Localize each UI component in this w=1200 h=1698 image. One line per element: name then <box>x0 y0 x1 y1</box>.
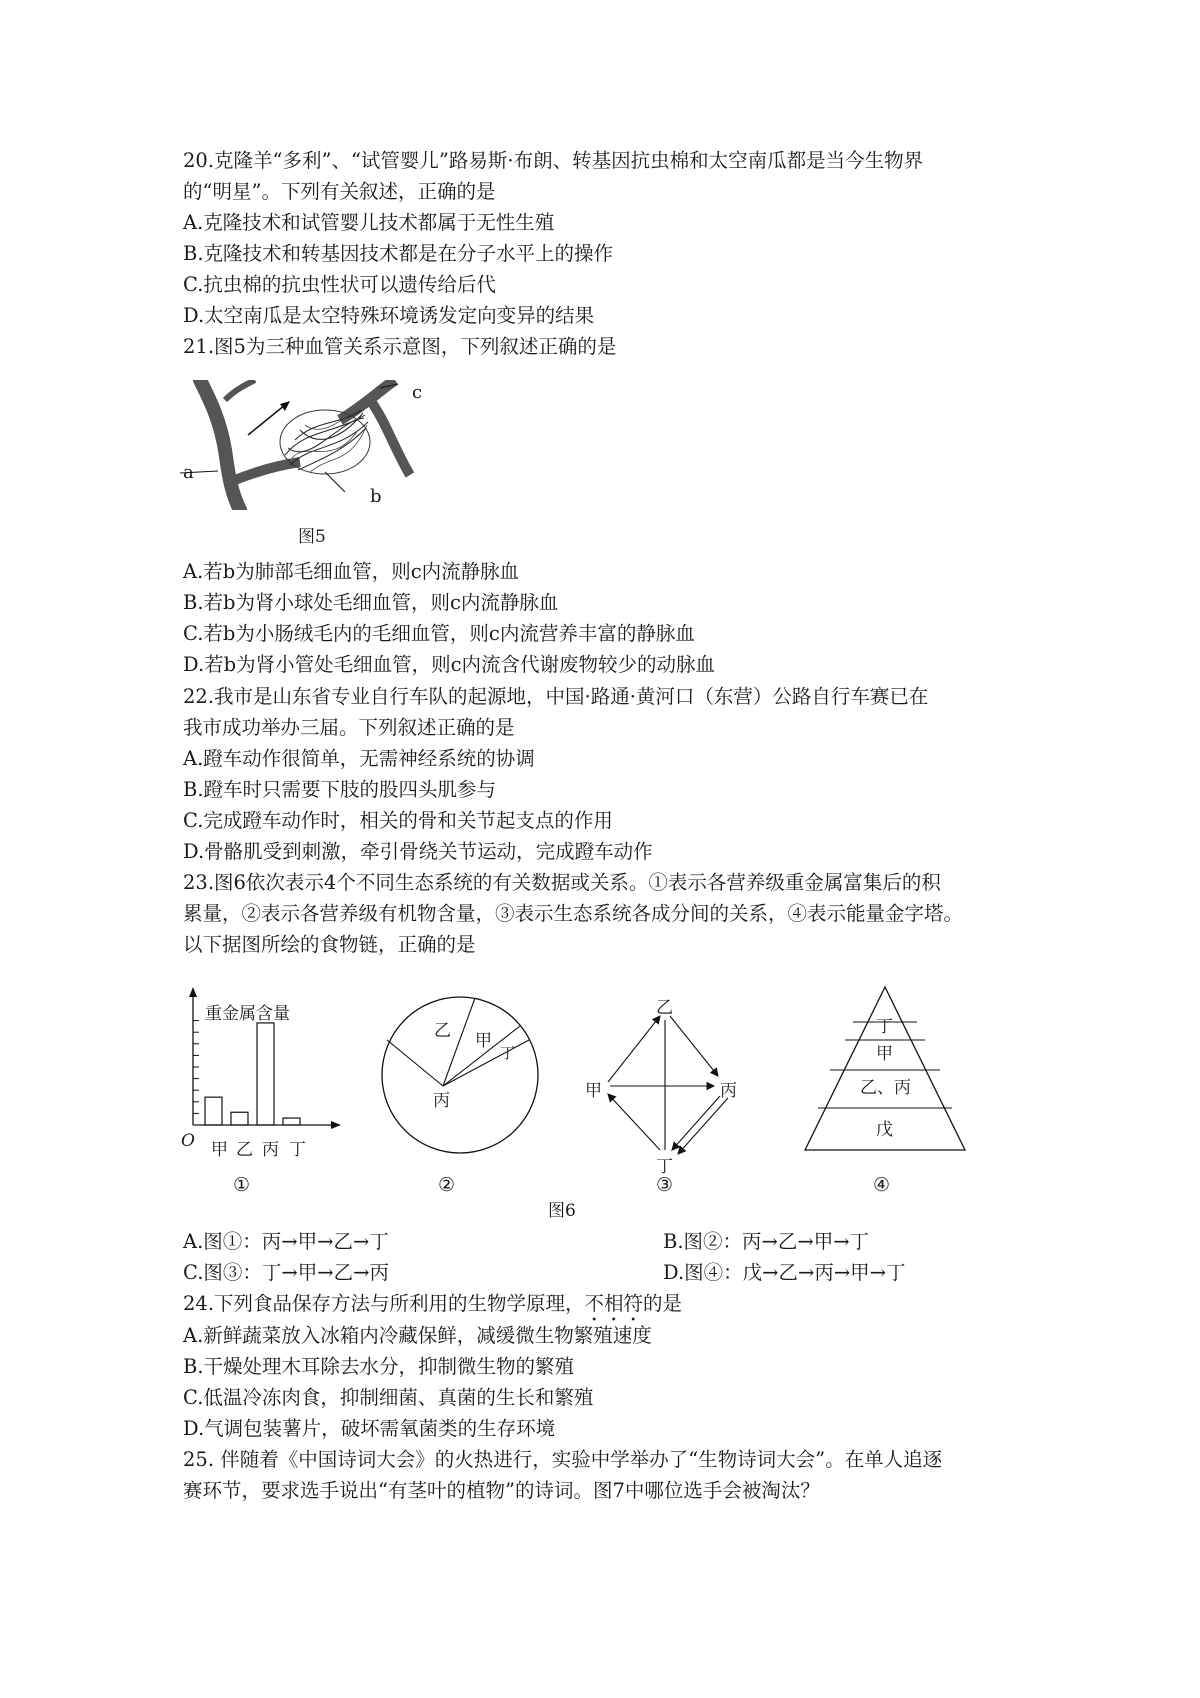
fig4-marker: ④ <box>873 1174 891 1196</box>
q21-figure-caption: 图5 <box>298 527 326 547</box>
q20-stem-line1: 20.克隆羊“多利”、“试管婴儿”路易斯·布朗、转基因抗虫棉和太空南瓜都是当今生物界 <box>183 149 924 172</box>
bar <box>257 1023 274 1125</box>
fig2-label-bing: 丙 <box>433 1091 450 1111</box>
q21-label-a: a <box>183 462 194 483</box>
q21-option-a: A.若b为肺部毛细血管，则c内流静脉血 <box>183 560 520 583</box>
q20-option-d: D.太空南瓜是太空特殊环境诱发定向变异的结果 <box>183 304 595 327</box>
q21-label-b: b <box>370 486 382 507</box>
q23-option-a: A.图①：丙→甲→乙→丁 <box>183 1230 389 1253</box>
q21-option-d: D.若b为肾小管处毛细血管，则c内流含代谢废物较少的动脉血 <box>183 653 716 676</box>
bar <box>205 1097 222 1125</box>
q22-option-c: C.完成蹬车动作时，相关的骨和关节起支点的作用 <box>183 809 613 832</box>
fig4-level-wu: 戊 <box>876 1120 893 1140</box>
fig1-ylabel: 重金属含量 <box>205 1004 290 1024</box>
q24-stem-emphasis: 不相符 <box>584 1292 644 1315</box>
fig1-origin: O <box>181 1131 195 1151</box>
bar <box>231 1112 248 1125</box>
organic-matter-pie <box>375 990 545 1160</box>
q22-option-d: D.骨骼肌受到刺激，牵引骨绕关节运动，完成蹬车动作 <box>183 840 653 863</box>
blood-vessel-figure <box>180 380 440 510</box>
q20-option-a: A.克隆技术和试管婴儿技术都属于无性生殖 <box>183 211 555 234</box>
fig1-marker: ① <box>233 1174 251 1196</box>
fig1-category-label: 丁 <box>289 1140 306 1160</box>
q23-stem-line2: 累量，②表示各营养级有机物含量，③表示生态系统各成分间的关系，④表示能量金字塔。 <box>183 902 964 925</box>
fig2-label-jia: 甲 <box>475 1031 492 1051</box>
q25-stem-line1: 25. 伴随着《中国诗词大会》的火热进行，实验中学举办了“生物诗词大会”。在单人追逐 <box>183 1448 943 1471</box>
fig1-category-label: 乙 <box>236 1140 253 1160</box>
q24-option-a: A.新鲜蔬菜放入冰箱内冷藏保鲜，减缓微生物繁殖速度 <box>183 1324 652 1347</box>
q22-option-a: A.蹬车动作很简单，无需神经系统的协调 <box>183 747 535 770</box>
q23-option-b: B.图②：丙→乙→甲→丁 <box>663 1230 870 1253</box>
q23-stem-line1: 23.图6依次表示4个不同生态系统的有关数据或关系。①表示各营养级重金属富集后的积 <box>183 871 941 894</box>
q22-stem-line1: 22.我市是山东省专业自行车队的起源地，中国·路通·黄河口（东营）公路自行车赛已在 <box>183 685 929 708</box>
fig3-node-yi: 乙 <box>656 998 673 1018</box>
q21-option-b: B.若b为肾小球处毛细血管，则c内流静脉血 <box>183 591 559 614</box>
fig1-category-label: 甲 <box>211 1140 228 1160</box>
fig4-level-ding: 丁 <box>876 1017 893 1037</box>
fig1-category-label: 丙 <box>262 1140 279 1160</box>
q21-label-c: c <box>412 382 423 403</box>
q22-stem-line2: 我市成功举办三届。下列叙述正确的是 <box>183 716 515 739</box>
q23-option-c: C.图③：丁→甲→乙→丙 <box>183 1261 389 1284</box>
fig3-node-jia: 甲 <box>585 1081 602 1101</box>
q23-option-d: D.图④：戊→乙→丙→甲→丁 <box>663 1261 906 1284</box>
q20-option-b: B.克隆技术和转基因技术都是在分子水平上的操作 <box>183 242 614 265</box>
fig3-marker: ③ <box>656 1174 674 1196</box>
q24-option-c: C.低温冷冻肉食，抑制细菌、真菌的生长和繁殖 <box>183 1386 594 1409</box>
q24-stem-pre: 24.下列食品保存方法与所利用的生物学原理， <box>183 1292 585 1315</box>
q20-stem-line2: 的“明星”。下列有关叙述，正确的是 <box>183 180 496 203</box>
fig3-node-bing: 丙 <box>720 1081 737 1101</box>
fig6-caption: 图6 <box>548 1201 576 1221</box>
q21-option-c: C.若b为小肠绒毛内的毛细血管，则c内流营养丰富的静脉血 <box>183 622 695 645</box>
q22-option-b: B.蹬车时只需要下肢的股四头肌参与 <box>183 778 497 801</box>
fig4-level-yi-bing: 乙、丙 <box>860 1078 911 1098</box>
q21-stem: 21.图5为三种血管关系示意图，下列叙述正确的是 <box>183 335 617 358</box>
fig4-level-jia: 甲 <box>876 1044 893 1064</box>
bar <box>283 1118 300 1125</box>
q24-option-b: B.干燥处理木耳除去水分，抑制微生物的繁殖 <box>183 1355 575 1378</box>
fig2-label-ding: 丁 <box>500 1044 516 1062</box>
q23-stem-line3: 以下据图所绘的食物链，正确的是 <box>183 933 476 956</box>
q24-option-d: D.气调包装薯片，破坏需氧菌类的生存环境 <box>183 1417 556 1440</box>
fig3-node-ding: 丁 <box>656 1157 673 1177</box>
q25-stem-line2: 赛环节，要求选手说出“有茎叶的植物”的诗词。图7中哪位选手会被淘汰？ <box>183 1479 820 1502</box>
fig2-label-yi: 乙 <box>434 1021 451 1041</box>
q24-stem-post: 的是 <box>643 1292 683 1315</box>
q20-option-c: C.抗虫棉的抗虫性状可以遗传给后代 <box>183 273 496 296</box>
fig2-marker: ② <box>438 1174 456 1196</box>
